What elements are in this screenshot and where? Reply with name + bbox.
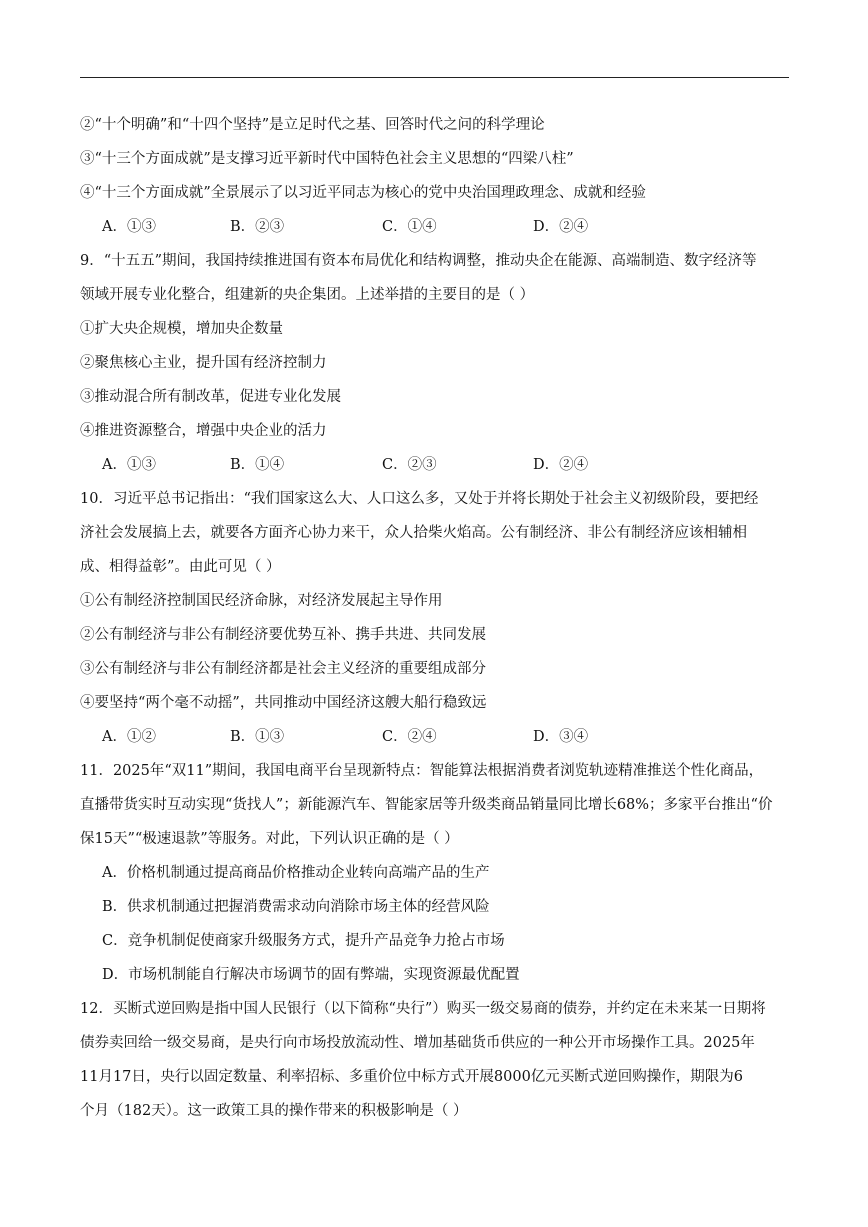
q9-option-c: C．②③ <box>382 457 437 473</box>
q10-option-c: C．②④ <box>382 729 437 745</box>
q9-item-3: ③推动混合所有制改革，促进专业化发展 <box>80 389 341 405</box>
question-9 <box>80 244 792 482</box>
q12-stem-line-4: 个月（182天）。这一政策工具的操作带来的积极影响是（ ） <box>80 1103 468 1119</box>
question-11 <box>80 754 792 992</box>
q8-option-c: C．①④ <box>382 219 437 235</box>
q10-stem-line-3: 成、相得益彰”。由此可见（ ） <box>80 559 281 575</box>
q8-option-d: D．②④ <box>533 219 589 235</box>
q8-options <box>80 210 792 244</box>
question-8 <box>80 108 792 244</box>
q9-item-1: ①扩大央企规模，增加央企数量 <box>80 321 283 337</box>
q10-option-d: D．③④ <box>533 729 589 745</box>
q10-stem-line-2: 济社会发展搞上去，就要各方面齐心协力来干，众人拾柴火焰高。公有制经济、非公有制经济应该相辅相 <box>80 525 747 541</box>
q12-stem-line-1: 12．买断式逆回购是指中国人民银行（以下简称“央行”）购买一级交易商的债券，并约定在未来某一日期将 <box>80 1001 766 1017</box>
q11-option-d: D．市场机制能自行解决市场调节的固有弊端，实现资源最优配置 <box>102 967 520 983</box>
q8-option-b: B．②③ <box>230 219 285 235</box>
q9-option-a: A．①③ <box>102 457 156 473</box>
question-10 <box>80 482 792 754</box>
q10-item-2: ②公有制经济与非公有制经济要优势互补、携手共进、共同发展 <box>80 627 486 643</box>
q8-option-a: A．①③ <box>102 219 156 235</box>
q10-options <box>80 720 792 754</box>
q11-option-a: A．价格机制通过提高商品价格推动企业转向高端产品的生产 <box>102 865 490 881</box>
q11-stem-line-1: 11．2025年“双11”期间，我国电商平台呈现新特点：智能算法根据消费者浏览轨迹精准推送个性化商品， <box>80 763 764 779</box>
header-rule <box>80 77 789 78</box>
q10-item-1: ①公有制经济控制国民经济命脉，对经济发展起主导作用 <box>80 593 443 609</box>
q12-stem-line-2: 债券卖回给一级交易商，是央行向市场投放流动性、增加基础货币供应的一种公开市场操作工具。2025年 <box>80 1035 755 1051</box>
question-12 <box>80 992 792 1128</box>
q9-option-b: B．①④ <box>230 457 285 473</box>
q11-option-c: C．竞争机制促使商家升级服务方式，提升产品竞争力抢占市场 <box>102 933 505 949</box>
q10-option-a: A．①② <box>102 729 156 745</box>
q11-stem-line-3: 保15天”“极速退款”等服务。对此，下列认识正确的是（ ） <box>80 831 459 847</box>
q9-option-d: D．②④ <box>533 457 589 473</box>
q10-item-4: ④要坚持“两个毫不动摇”，共同推动中国经济这艘大船行稳致远 <box>80 695 487 711</box>
q8-item-3: ③“十三个方面成就”是支撑习近平新时代中国特色社会主义思想的“四梁八柱” <box>80 151 574 167</box>
q9-item-2: ②聚焦核心主业，提升国有经济控制力 <box>80 355 327 371</box>
q10-option-b: B．①③ <box>230 729 285 745</box>
q9-stem-line-2: 领域开展专业化整合，组建新的央企集团。上述举措的主要目的是（ ） <box>80 287 535 303</box>
q9-item-4: ④推进资源整合，增强中央企业的活力 <box>80 423 327 439</box>
q12-stem-line-3: 11月17日，央行以固定数量、利率招标、多重价位中标方式开展8000亿元买断式逆回购操作，期限为6 <box>80 1069 744 1085</box>
q11-option-b: B．供求机制通过把握消费需求动向消除市场主体的经营风险 <box>102 899 490 915</box>
q8-item-4: ④“十三个方面成就”全景展示了以习近平同志为核心的党中央治国理政理念、成就和经验 <box>80 185 646 201</box>
q11-stem-line-2: 直播带货实时互动实现“货找人”；新能源汽车、智能家居等升级类商品销量同比增长68%；多家平台推出“价 <box>80 797 773 813</box>
q10-item-3: ③公有制经济与非公有制经济都是社会主义经济的重要组成部分 <box>80 661 486 677</box>
exam-content <box>80 108 792 1128</box>
q9-options <box>80 448 792 482</box>
q10-stem-line-1: 10．习近平总书记指出：“我们国家这么大、人口这么多，又处于并将长期处于社会主义初级阶段，要把经 <box>80 491 759 507</box>
q9-stem-line-1: 9．“十五五”期间，我国持续推进国有资本布局优化和结构调整，推动央企在能源、高端制造、数字经济等 <box>80 253 757 269</box>
q8-item-2: ②“十个明确”和“十四个坚持”是立足时代之基、回答时代之问的科学理论 <box>80 117 545 133</box>
